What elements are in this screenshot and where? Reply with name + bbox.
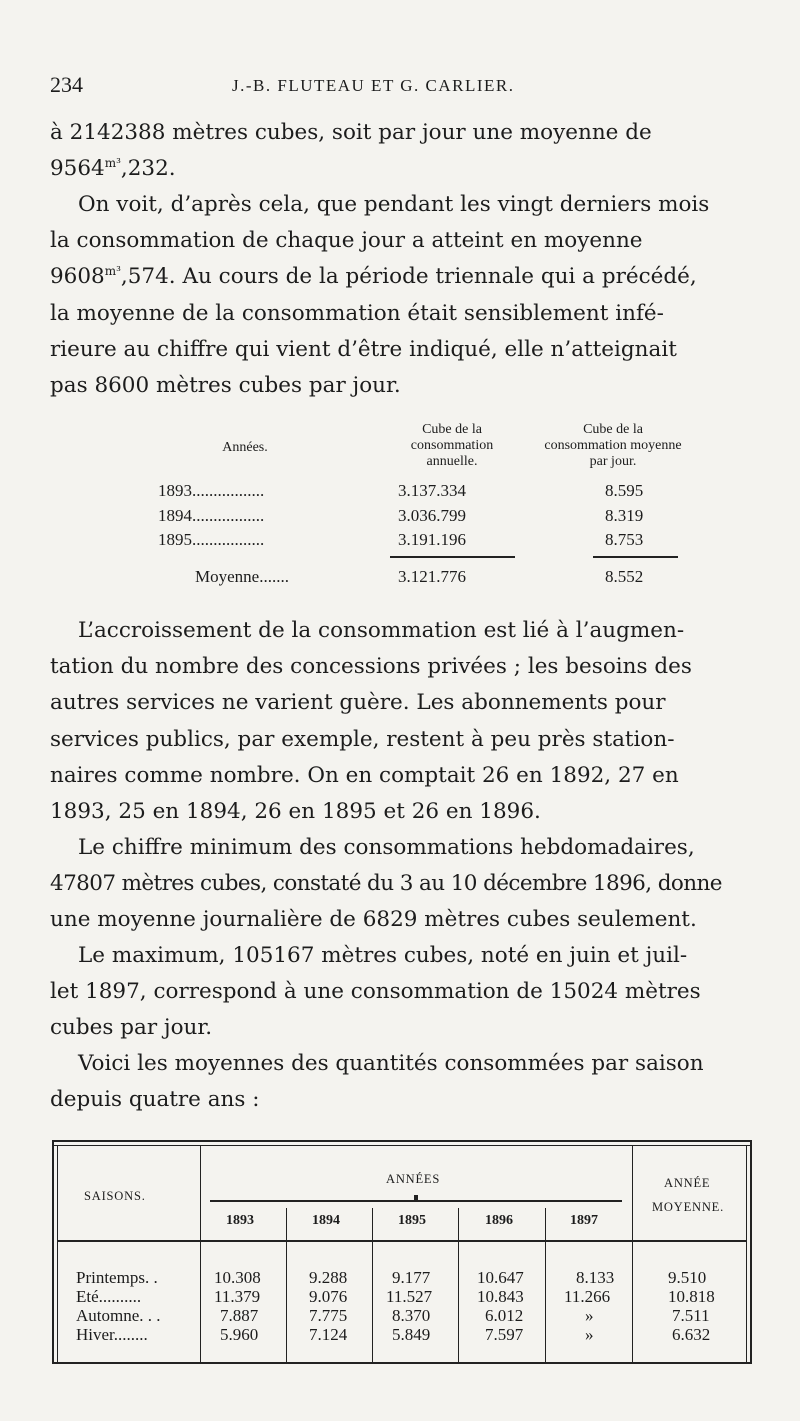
text-line: L’accroissement de la consommation est lié à l’augmen-: [78, 618, 685, 643]
header-rule: [58, 1240, 746, 1242]
season-label: Automne. . .: [76, 1306, 161, 1325]
value-cell: 7.597: [485, 1325, 524, 1344]
value-cell: 7.775: [309, 1306, 348, 1325]
text-line: la consommation de chaque jour a atteint en moyenne: [50, 228, 643, 254]
value-cell: 7.887: [220, 1306, 259, 1325]
col-divider: [545, 1208, 546, 1362]
table-border-right: [750, 1140, 752, 1364]
value-cell: 9.288: [309, 1268, 348, 1287]
value-cell: 10.647: [477, 1268, 524, 1287]
text-line: tation du nombre des concessions privées ; les besoins des: [50, 654, 692, 680]
value-cell: 8.370: [392, 1306, 431, 1325]
value-cell: 9.177: [392, 1268, 431, 1287]
annual-consumption-table: [150, 418, 680, 598]
seasonal-consumption-table: [52, 1140, 752, 1366]
year-1895: 1895: [398, 1213, 426, 1228]
text-line: let 1897, correspond à une consommation de 15024 mètres: [50, 979, 701, 1005]
row-year: 1894.................: [158, 506, 265, 525]
year-1893: 1893: [226, 1213, 254, 1228]
value-cell: 6.012: [485, 1306, 524, 1325]
mean-daily: 8.552: [605, 567, 644, 586]
mean-cell: 10.818: [668, 1287, 715, 1306]
text-line: naires comme nombre. On en comptait 26 en 1892, 27 en: [50, 762, 679, 788]
value-cell: 11.527: [386, 1287, 433, 1306]
mean-cell: 6.632: [672, 1325, 711, 1344]
paragraph-minimum: [50, 830, 750, 939]
text-line: une moyenne journalière de 6829 mètres cubes seulement.: [50, 907, 697, 933]
row-annual: 3.036.799: [398, 506, 466, 525]
text-line: rieure au chiffre qui vient d’être indiqué, elle n’atteignait: [50, 336, 677, 362]
value-cell: 11.266: [564, 1287, 611, 1306]
col-divider: [458, 1208, 459, 1362]
row-annual: 3.137.334: [398, 481, 466, 500]
paragraph-maximum: [50, 938, 750, 1047]
col-divider: [200, 1146, 201, 1362]
paragraph-intro-table: [50, 1046, 750, 1118]
row-daily: 8.753: [605, 530, 644, 549]
value-cell: 10.843: [477, 1287, 524, 1306]
table-border-top: [52, 1140, 752, 1142]
value-cell: 10.308: [214, 1268, 261, 1287]
running-title: J.-B. FLUTEAU ET G. CARLIER.: [232, 76, 515, 95]
text-line: pas 8600 mètres cubes par jour.: [50, 373, 401, 399]
text-line: Le chiffre minimum des consommations hebdomadaires,: [78, 835, 695, 860]
text-line: services publics, par exemple, restent à peu près station-: [50, 726, 675, 752]
table-border-right-inner: [746, 1145, 747, 1362]
col-divider: [286, 1208, 287, 1362]
table-border-left: [52, 1140, 54, 1364]
table-border-left-inner: [57, 1145, 58, 1362]
value-cell: »: [585, 1306, 594, 1325]
year-1896: 1896: [485, 1213, 513, 1228]
text-line: Voici les moyennes des quantités consommées par saison: [78, 1051, 704, 1076]
mean-cell: 7.511: [672, 1306, 710, 1325]
col-divider: [372, 1208, 373, 1362]
table-border-bottom: [52, 1362, 752, 1364]
text-line: à 2142388 mètres cubes, soit par jour une moyenne de: [50, 120, 652, 145]
col-divider: [632, 1146, 633, 1362]
text-line: On voit, d’après cela, que pendant les vingt derniers mois: [78, 192, 710, 217]
mean-label: Moyenne.......: [195, 567, 289, 586]
col-header-annual: Cube de la consommation annuelle.: [410, 422, 494, 469]
mean-annual: 3.121.776: [398, 567, 466, 586]
value-cell: 9.076: [309, 1287, 348, 1306]
text-line: $9564^{m^3},232$.: [50, 156, 176, 182]
value-cell: 7.124: [309, 1325, 348, 1344]
col-header-years: Années.: [222, 440, 268, 455]
text-line: la moyenne de la consommation était sensiblement infé-: [50, 300, 664, 326]
row-daily: 8.595: [605, 481, 644, 500]
page-number: 234: [50, 72, 83, 97]
col-header-seasons: SAISONS.: [84, 1189, 146, 1203]
paragraph-consumption: [50, 187, 750, 404]
running-header: [50, 72, 750, 104]
paragraph-continuation: [50, 115, 750, 187]
year-1897: 1897: [570, 1213, 598, 1228]
value-cell: 5.849: [392, 1325, 431, 1344]
row-daily: 8.319: [605, 506, 644, 525]
value-cell: 11.379: [214, 1287, 261, 1306]
paragraph-growth: [50, 613, 750, 830]
col-header-mean-1: ANNÉE: [664, 1176, 711, 1190]
text-line: autres services ne varient guère. Les abonnements pour: [50, 690, 666, 716]
text-line: depuis quatre ans :: [50, 1087, 260, 1113]
year-1894: 1894: [312, 1213, 340, 1228]
sum-rule: [390, 556, 515, 558]
value-cell: 5.960: [220, 1325, 259, 1344]
col-header-years: ANNÉES: [386, 1172, 441, 1186]
row-year: 1895.................: [158, 530, 265, 549]
col-header-daily: Cube de la consommation moyenne par jour.: [544, 422, 682, 469]
col-header-mean-2: MOYENNE.: [652, 1200, 725, 1214]
value-cell: »: [585, 1325, 594, 1344]
sum-rule: [593, 556, 678, 558]
header-brace-tip: [414, 1195, 418, 1202]
season-label: Printemps. .: [76, 1268, 158, 1287]
text-line: $9608^{m^3},574$. Au cours de la période triennale qui a précédé,: [50, 264, 697, 290]
table-border-top-inner: [52, 1145, 752, 1146]
text-line: cubes par jour.: [50, 1015, 213, 1041]
value-cell: 8.133: [576, 1268, 615, 1287]
text-line: Le maximum, 105167 mètres cubes, noté en juin et juil-: [78, 943, 688, 968]
row-annual: 3.191.196: [398, 530, 466, 549]
mean-cell: 9.510: [668, 1268, 707, 1287]
text-line: 47807 mètres cubes, constaté du 3 au 10 décembre 1896, donne: [50, 871, 722, 897]
text-line: 1893, 25 en 1894, 26 en 1895 et 26 en 1896.: [50, 799, 541, 825]
row-year: 1893.................: [158, 481, 265, 500]
season-label: Hiver........: [76, 1325, 148, 1344]
season-label: Eté..........: [76, 1287, 142, 1306]
